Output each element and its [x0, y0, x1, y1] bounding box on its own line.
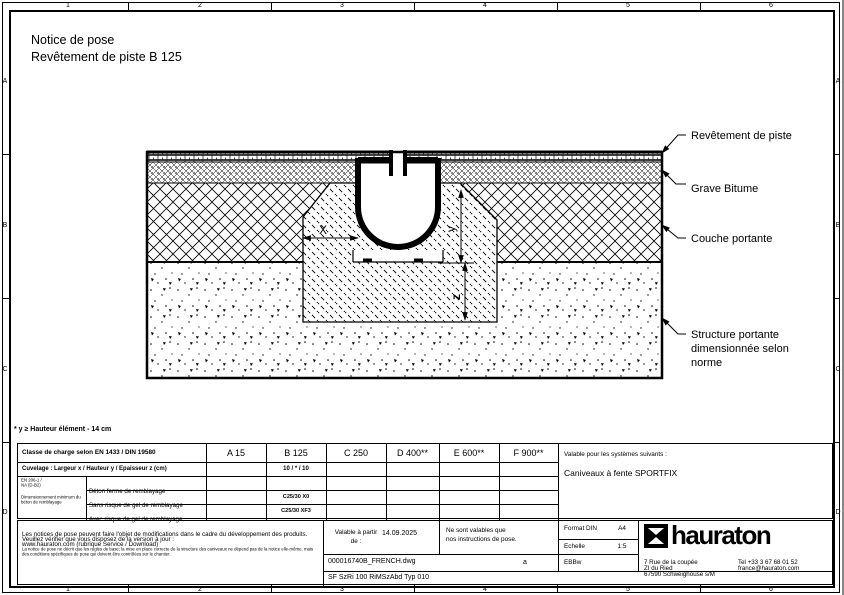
revision-letter: a — [523, 559, 527, 566]
norm-ref-body: Dimensionnement minimum du béton de remblayage — [21, 495, 81, 505]
zone-tick — [833, 442, 840, 443]
layer-revetement-right — [405, 153, 662, 162]
zone-row-label: D — [2, 509, 8, 516]
valid-from-label-line1: Valable à partir — [334, 529, 378, 536]
leader-grave-bitume — [662, 170, 686, 184]
zone-col-label: 6 — [769, 2, 773, 9]
zone-col-label: 5 — [626, 2, 630, 9]
layer-labels — [691, 130, 792, 369]
class-col-header: B 125 — [284, 448, 308, 458]
section-layers — [147, 150, 662, 378]
zone-tick — [128, 2, 129, 10]
zone-tick — [414, 585, 415, 593]
class-col-header: D 400** — [396, 448, 429, 458]
leader-revetement — [662, 135, 686, 153]
zone-col-label: 6 — [769, 586, 773, 593]
layer-grave-bitume-left — [147, 162, 357, 183]
table-line — [558, 444, 559, 520]
concrete-row-label-text: Sans risque de gel de remblayage — [89, 502, 183, 509]
norm-ref-line1: EN 206-1 / — [21, 478, 42, 483]
slot-wall-left — [389, 150, 393, 176]
label-grave-bitume: Grave Bitume — [691, 183, 759, 195]
scale-label: Echelle — [564, 543, 585, 550]
brand-address-text: 67590 Schweighouse s/M — [644, 571, 715, 578]
label-structure-line2: dimensionnée selon — [691, 343, 789, 355]
leader-structure — [662, 318, 686, 334]
encasement-label: Cuvelage : Largeur x / Hauteur y / Epaisseur z (cm) — [22, 466, 167, 472]
title-block-line — [558, 521, 559, 571]
brand-email-text: france@hauraton.com — [738, 565, 800, 572]
scale-value: 1:5 — [617, 543, 627, 550]
foot-mark-right — [414, 259, 423, 263]
disclaimer-text: Les notices de pose peuvent faire l'objet de modifications dans le cadre du développement des produits. — [22, 531, 308, 538]
zone-col-label: 4 — [483, 2, 487, 9]
class-col-header: F 900** — [513, 448, 544, 458]
zone-tick — [414, 2, 415, 10]
hauraton-logo-icon — [644, 524, 668, 548]
zone-col-label: 2 — [198, 586, 202, 593]
norm-ref-line2: NA (D-B2) — [21, 483, 41, 488]
page-title — [31, 32, 182, 66]
title-block — [17, 520, 833, 585]
page-title-line1: Notice de pose — [31, 33, 115, 47]
label-revetement: Revêtement de piste — [691, 130, 792, 142]
editor-code: EBBw — [564, 559, 582, 566]
layer-grave-bitume-right — [440, 162, 662, 183]
format-value: A4 — [618, 525, 626, 532]
brand-address-line — [644, 563, 734, 581]
channel-flange-left — [358, 157, 391, 164]
drawing-code: SF SzRi 100 RiMSzAbd Typ 010 — [328, 574, 430, 581]
spec-table — [17, 443, 833, 523]
class-col-header: A 15 — [226, 448, 246, 458]
zone-row-label: C — [2, 366, 8, 373]
zone-col-label: 5 — [626, 586, 630, 593]
zone-col-label: 3 — [340, 586, 344, 593]
validity-note-line2: nos instructions de pose. — [446, 536, 517, 543]
disclaimer-text: Veuillez vérifier que vous disposez de la version à jour : — [22, 536, 175, 543]
brand-tel-text: Tel +33 3 67 68 01 52 — [738, 559, 798, 566]
format-label: Format DIN — [564, 525, 598, 532]
zone-col-label: 1 — [66, 2, 70, 9]
brand-box — [638, 520, 834, 578]
validity-note-line1: Ne sont valables que — [446, 527, 506, 534]
zone-col-label: 4 — [483, 586, 487, 593]
zone-row-label: B — [835, 222, 841, 229]
disclaimer-text: www.hauraton.com (rubrique Service / Download) — [22, 541, 159, 548]
concrete-row-label-text: Béton ferme de remblayage — [89, 488, 166, 495]
title-block-line — [323, 554, 638, 555]
title-block-line — [439, 521, 440, 554]
disclaimer-text: La notice de pose ne décrit que les règles de base; la mise en place correcte de la structure des caniveaux ne dépend pas de la notice elle-même, mais des conditions spécifiques de pose qui doivent être contrôlées sur le chantier. — [22, 547, 314, 557]
label-couche-portante: Couche portante — [691, 233, 773, 245]
class-col-header: C 250 — [343, 448, 369, 458]
leader-couche-portante — [662, 225, 686, 238]
slot-wall-right — [403, 150, 407, 176]
footnote: * y ≥ Hauteur élément - 14 cm — [14, 426, 112, 433]
valid-from-label-line2: de : — [350, 538, 362, 545]
zone-col-label: 3 — [340, 2, 344, 9]
label-structure-line1: Structure portante — [691, 329, 780, 341]
zone-col-label: 1 — [66, 586, 70, 593]
load-class-label: Classe de charge selon EN 1433 / DIN 19580 — [22, 449, 156, 456]
concrete-value: C25/30 X0 — [282, 494, 310, 500]
zone-tick — [2, 442, 9, 443]
table-line — [18, 462, 558, 463]
zone-row-label: A — [835, 78, 841, 85]
concrete-row-label-text: Avec risque de gel de remblayage — [89, 516, 183, 523]
disclaimer-paragraph — [22, 547, 320, 577]
zone-tick — [700, 2, 701, 10]
zone-tick — [128, 585, 129, 593]
zone-row-label: C — [835, 366, 841, 373]
slot-opening — [393, 150, 403, 174]
brand-address-text: 7 Rue de la coupée — [644, 559, 698, 566]
encasement-value: 10 / * / 10 — [283, 466, 309, 472]
zone-tick — [557, 2, 558, 10]
zone-tick — [2, 154, 9, 155]
dim-z-label: z — [449, 294, 463, 300]
zone-row-label: B — [2, 222, 8, 229]
table-line — [18, 476, 558, 477]
valid-systems-value: Caniveaux à fente SPORTFIX — [564, 468, 678, 478]
page-title-line2: Revêtement de piste B 125 — [31, 50, 182, 64]
zone-tick — [271, 585, 272, 593]
cross-section-drawing — [145, 120, 835, 396]
table-line — [86, 476, 87, 520]
foot-mark-left — [363, 259, 372, 263]
valid-from-date: 14.09.2025 — [382, 530, 418, 537]
concrete-value: C25/30 XF3 — [281, 508, 311, 514]
zone-row-label: D — [835, 509, 841, 516]
zone-tick — [271, 2, 272, 10]
brand-address-text: ZI du Ried — [644, 565, 673, 572]
brand-email — [738, 557, 832, 575]
dim-y-label: y — [444, 226, 458, 232]
dim-x-label: X — [319, 223, 328, 237]
title-block-line — [558, 539, 638, 540]
brand-name: hauraton — [671, 520, 771, 550]
zone-tick — [700, 585, 701, 593]
class-col-header: E 600** — [453, 448, 485, 458]
label-structure-line3: norme — [691, 357, 723, 369]
file-name: 000016740B_FRENCH.dwg — [328, 558, 416, 565]
valid-systems-label: Valable pour les systèmes suivants : — [564, 451, 667, 458]
zone-col-label: 2 — [198, 2, 202, 9]
leader-lines — [662, 135, 686, 334]
norm-ref-cell — [21, 478, 85, 518]
zone-tick — [2, 298, 9, 299]
zone-tick — [557, 585, 558, 593]
zone-row-label: A — [2, 78, 8, 85]
channel-flange-right — [405, 157, 438, 164]
